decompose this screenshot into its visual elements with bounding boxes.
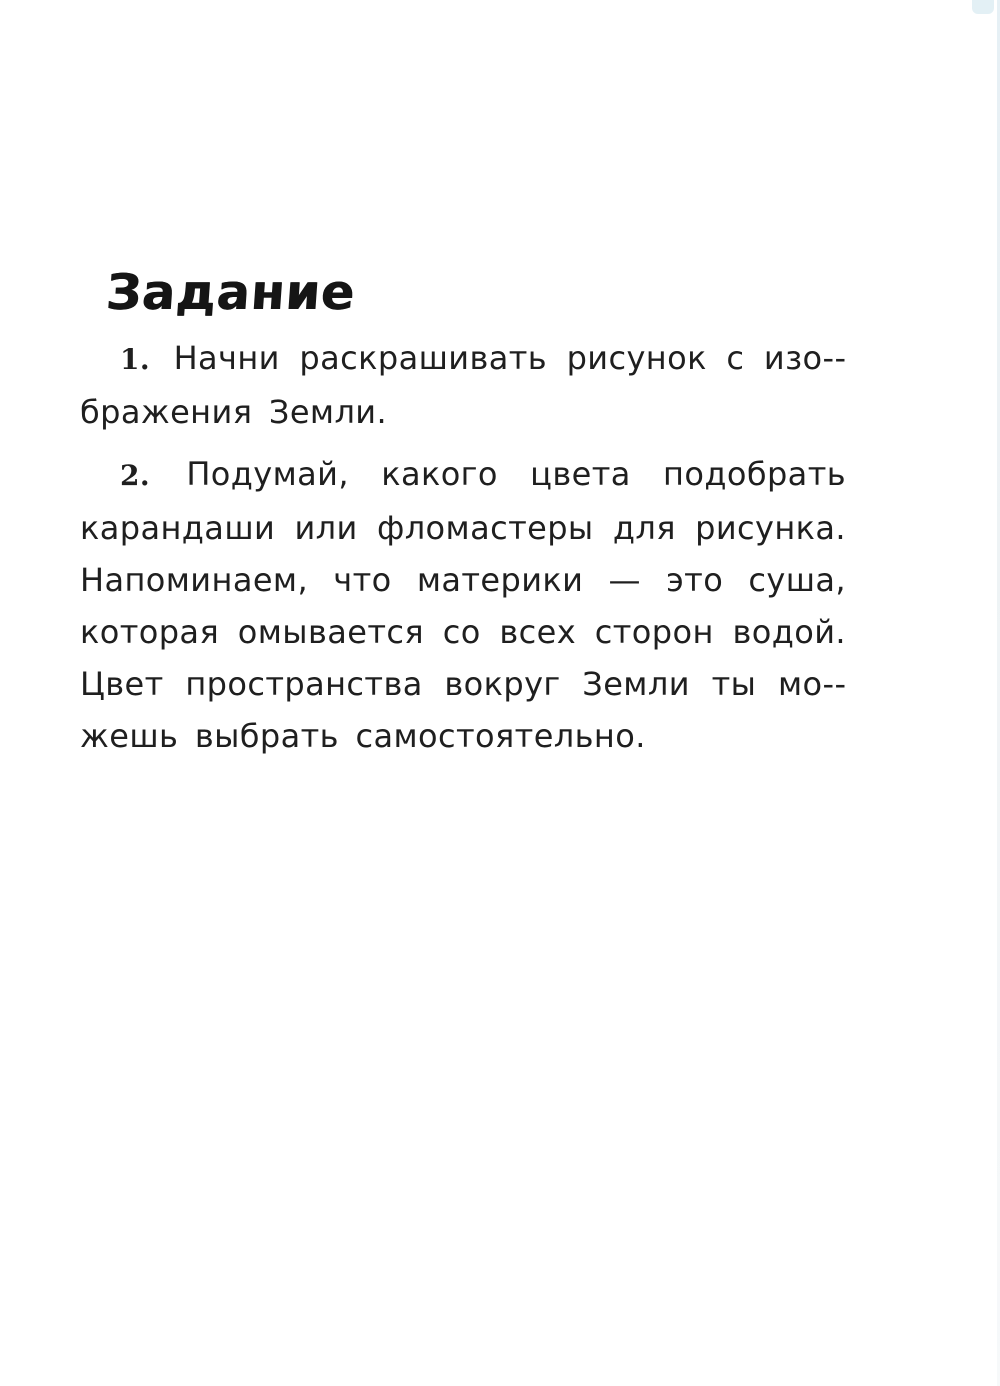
task-item-2-number: 2. [120,459,151,492]
task-title: Задание [104,264,358,321]
task-item-1-number: 1. [120,343,151,376]
task-item-2-text: Подумай, какого цвета подобрать карандаши или фломастеры для рисунка. Напоминаем, что материки — это суша, которая омывается со всех сторон водой. Цвет пространства вокруг Земли ты мо-жешь выбрать самостоятельно. [80,455,846,755]
task-item-1 [80,332,846,438]
task-item-1-text: Начни раскрашивать рисунок с изо-бражения Земли. [80,339,846,431]
corner-mark [972,0,994,14]
task-item-2 [80,448,846,762]
task-block [80,262,846,772]
